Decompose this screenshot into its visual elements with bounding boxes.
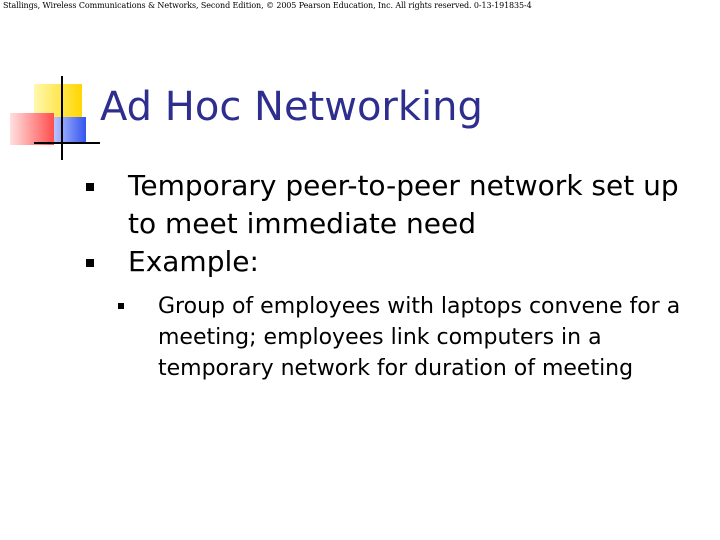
blue-square-shape [54, 117, 86, 143]
bullet-square-icon [86, 183, 94, 191]
bullet-square-icon [86, 259, 94, 267]
bullet-item [86, 167, 686, 243]
title-decoration-graphic [0, 0, 110, 165]
bullet-list [86, 167, 686, 384]
sub-bullet-item [86, 291, 686, 384]
red-square-shape [10, 113, 54, 145]
bullet-text: Example: [128, 245, 259, 278]
slide-citation-header: Stallings, Wireless Communications & Networks, Second Edition, © 2005 Pearson Education, Inc. All rights reserved. 0-13-191835-4 [3, 1, 532, 10]
bullet-square-icon [118, 303, 124, 309]
slide-title: Ad Hoc Networking [100, 84, 483, 130]
sub-bullet-text: Group of employees with laptops convene for a meeting; employees link computers in a temporary network for duration of meeting [158, 294, 681, 381]
bullet-text: Temporary peer-to-peer network set up to meet immediate need [128, 169, 679, 240]
bullet-item [86, 243, 686, 281]
